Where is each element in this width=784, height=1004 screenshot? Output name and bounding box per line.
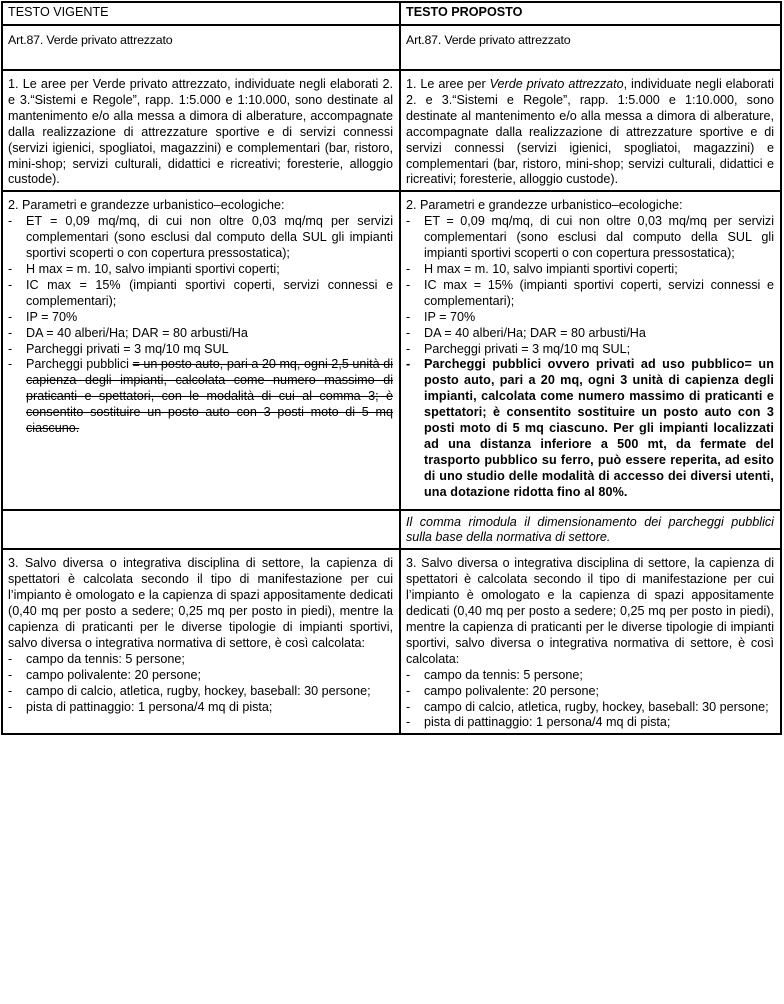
paragraph-3-proposed <box>400 549 781 734</box>
list-item: - campo da tennis: 5 persone; <box>8 652 393 668</box>
paragraph-1-text-b: , individuate negli elaborati 2. e 3.“Sistemi e Regole”, rapp. 1:5.000 e 1:10.000, sono destinate al mantenimento e/o alla messa a dimora di alberature, accompagnate dalla realizzazione di attrezzature sportive e di servizi connessi (servizi igienici, spogliatoi, magazzini) e complementari (bar, ristoro, mini-shop; servizi culturali, didattici e ricreativi; foresterie, alloggio custode). <box>406 77 774 187</box>
paragraph-3-current <box>2 549 400 734</box>
list-item-parking <box>8 357 393 437</box>
parking-label: Parcheggi pubblici <box>26 357 129 372</box>
list-item: - campo polivalente: 20 persone; <box>406 684 774 700</box>
paragraph-2-current <box>2 191 400 509</box>
list-item-parking-proposed: - Parcheggi pubblici ovvero privati ad uso pubblico= un posto auto, pari a 20 mq, ogni 3 unità di capienza degli impianti, calcolata come numero massimo di praticanti e spettatori; è consentito sostituire un posto auto con 3 posti moto di 5 mq ciascuno. Per gli impianti localizzati ad una distanza inferiore a 500 mt, da fermate del trasporto pubblico su ferro, può essere reperita, ad esito di uno studio delle modalità di accesso dei diversi utenti, una dotazione ridotta fino al 80%. <box>406 357 774 500</box>
list-item: - IC max = 15% (impianti sportivi coperti, servizi connessi e complementari); <box>8 278 393 310</box>
paragraph-1-row <box>2 70 781 191</box>
list-item: - DA = 40 alberi/Ha; DAR = 80 arbusti/Ha <box>406 326 774 342</box>
paragraph-3-row <box>2 549 781 734</box>
header-current-text: TESTO VIGENTE <box>2 2 400 25</box>
article-title-left <box>2 25 400 70</box>
list-item: - campo polivalente: 20 persone; <box>8 668 393 684</box>
article-title-text: Art.87. Verde privato attrezzato <box>406 33 571 47</box>
paragraph-2-intro: 2. Parametri e grandezze urbanistico–ecologiche: <box>8 198 285 213</box>
list-item: - H max = m. 10, salvo impianti sportivi coperti; <box>8 262 393 278</box>
list-item: - Parcheggi privati = 3 mq/10 mq SUL; <box>406 342 774 358</box>
paragraph-1-text: 1. Le aree per Verde privato attrezzato, individuate negli elaborati 2. e 3.“Sistemi e Regole”, rapp. 1:5.000 e 1:10.000, sono destinate al mantenimento e/o alla messa a dimora di alberature, accompagnate dalla realizzazione di attrezzature sportive e di servizi connessi (servizi igienici, spogliatoi, magazzini) e complementari (bar, ristoro, mini-shop; servizi culturali, didattici e ricreativi; foresterie, alloggio custode). <box>8 77 393 187</box>
parameters-list <box>406 214 774 500</box>
header-row <box>2 2 781 25</box>
list-item: - campo di calcio, atletica, rugby, hockey, baseball: 30 persone; <box>406 700 774 716</box>
paragraph-1-current <box>2 70 400 191</box>
list-item: - IP = 70% <box>406 310 774 326</box>
list-item: - IP = 70% <box>8 310 393 326</box>
article-title-text: Art.87. Verde privato attrezzato <box>8 33 173 47</box>
list-item: - campo di calcio, atletica, rugby, hockey, baseball: 30 persone; <box>8 684 393 700</box>
paragraph-1-proposed <box>400 70 781 191</box>
list-item: - pista di pattinaggio: 1 persona/4 mq di pista; <box>406 715 774 731</box>
list-item: - campo da tennis: 5 persone; <box>406 668 774 684</box>
paragraph-3-text: 3. Salvo diversa o integrativa disciplina di settore, la capienza di spettatori è calcolata secondo il tipo di manifestazione per cui l’impianto è omologato e la capienza di spazi appositamente dedicati (0,40 mq per posto a sedere; 0,25 mq per posto in piedi), mentre la capienza di praticanti per le diverse tipologie di impianti sportivi, salvo diversa o integrativa normativa di settore, è così calcolata: <box>8 556 393 650</box>
list-item: - pista di pattinaggio: 1 persona/4 mq di pista; <box>8 700 393 716</box>
list-item: - ET = 0,09 mq/mq, di cui non oltre 0,03 mq/mq per servizi complementari (sono esclusi dal computo della SUL gli impianti sportivi scoperti o con copertura pressostatica); <box>8 214 393 262</box>
list-item: - H max = m. 10, salvo impianti sportivi coperti; <box>406 262 774 278</box>
paragraph-1-text <box>406 77 774 188</box>
note-text: Il comma rimodula il dimensionamento dei parcheggi pubblici sulla base della normativa di settore. <box>400 510 781 550</box>
note-empty-cell <box>2 510 400 550</box>
paragraph-2-intro: 2. Parametri e grandezze urbanistico–ecologiche: <box>406 198 683 213</box>
spacer <box>406 501 774 507</box>
capacity-list <box>8 652 393 716</box>
paragraph-3-text: 3. Salvo diversa o integrativa disciplina di settore, la capienza di spettatori è calcolata secondo il tipo di manifestazione per cui l’impianto è omologato e la capienza di spazi appositamente dedicati (0,40 mq per posto a sedere; 0,25 mq per posto in piedi), mentre la capienza di praticanti per le diverse tipologie di impianti sportivi, salvo diversa o integrativa normativa di settore, è così calcolata: <box>406 556 774 666</box>
article-title-row <box>2 25 781 70</box>
paragraph-2-row <box>2 191 781 509</box>
note-row <box>2 510 781 550</box>
list-item: - Parcheggi privati = 3 mq/10 mq SUL <box>8 342 393 358</box>
article-title-right <box>400 25 781 70</box>
comparison-table <box>1 1 782 735</box>
paragraph-1-text-a: 1. Le aree per <box>406 77 490 91</box>
list-item: - IC max = 15% (impianti sportivi coperti, servizi connessi e complementari); <box>406 278 774 310</box>
paragraph-1-italic: Verde privato attrezzato <box>489 77 624 91</box>
capacity-list <box>406 668 774 732</box>
parking-struck-text: = un posto auto, pari a 20 mq, ogni 2,5 unità di capienza degli impianti, calcolata come numero massimo di praticanti e spettatori, con le modalità di cui al comma 3; è consentito sostituire un posto auto con 3 posti moto di 5 mq ciascuno. <box>26 357 393 436</box>
header-proposed-text: TESTO PROPOSTO <box>400 2 781 25</box>
list-item: - ET = 0,09 mq/mq, di cui non oltre 0,03 mq/mq per servizi complementari (sono esclusi dal computo della SUL gli impianti sportivi scoperti o con copertura pressostatica); <box>406 214 774 262</box>
parameters-list <box>8 214 393 437</box>
list-item: - DA = 40 alberi/Ha; DAR = 80 arbusti/Ha <box>8 326 393 342</box>
paragraph-2-proposed <box>400 191 781 509</box>
